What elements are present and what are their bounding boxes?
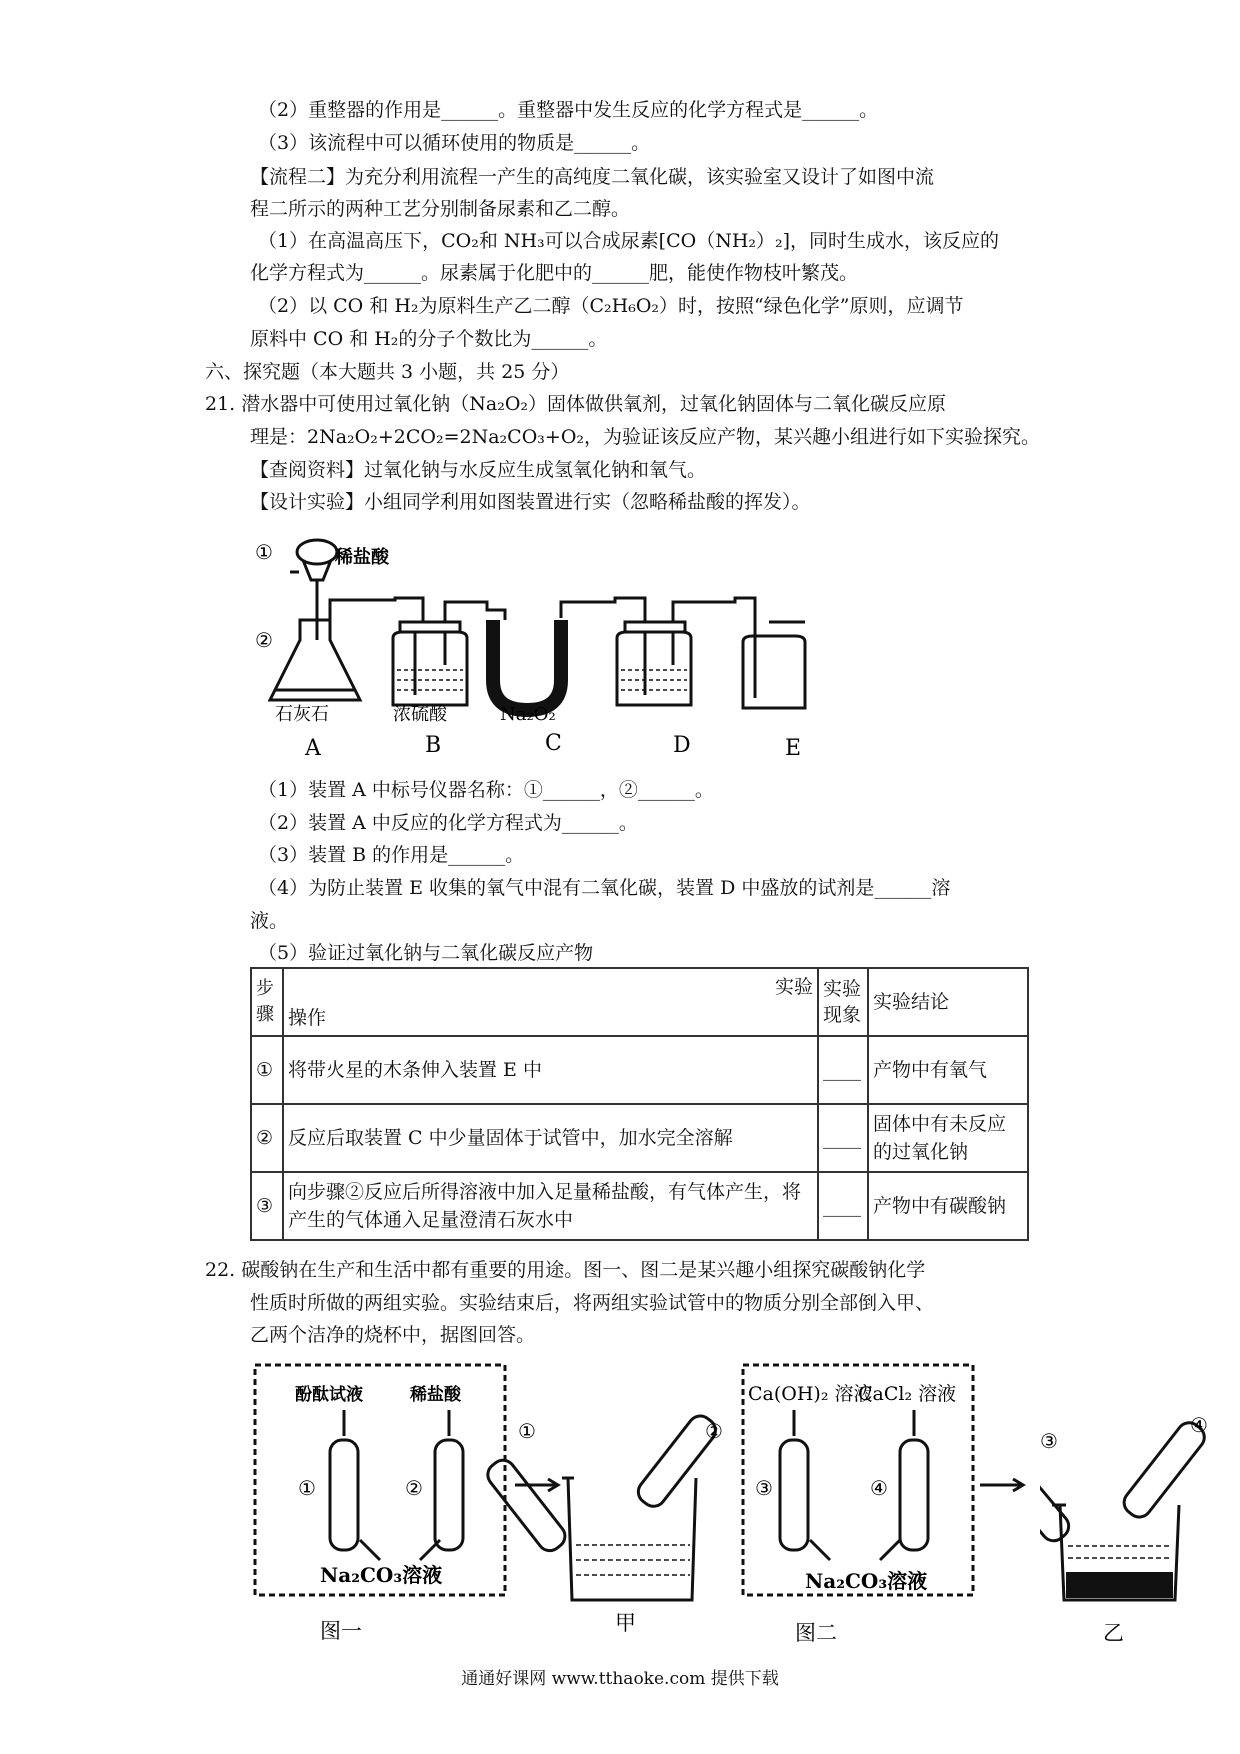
- fig1-bottom-label: Na₂CO₃溶液: [320, 1563, 443, 1587]
- tube-num-2: ②: [405, 1476, 423, 1500]
- caption-jia: 甲: [615, 1611, 636, 1635]
- text-line: 【查阅资料】过氧化钠与水反应生成氢氧化钠和氧气。: [250, 459, 707, 481]
- beaker-figures: [250, 1360, 1050, 1645]
- text-line: （2）装置 A 中反应的化学方程式为______。: [258, 812, 638, 834]
- text-line: （5）验证过氧化钠与二氧化碳反应产物: [258, 942, 594, 964]
- label-B: 浓硫酸: [393, 704, 447, 725]
- table-row: [251, 1036, 1028, 1104]
- marker-1: ①: [255, 540, 273, 564]
- reagent-cacl2: CaCl₂ 溶液: [858, 1383, 957, 1405]
- section-heading: 六、探究题（本大题共 3 小题，共 25 分）: [205, 361, 570, 383]
- row-step: ②: [251, 1104, 283, 1172]
- label-C: Na₂O₂: [500, 704, 556, 725]
- reagent-label: 稀盐酸: [335, 547, 389, 568]
- text-line: （1）在高温高压下，CO₂和 NH₃可以合成尿素[CO（NH₂）₂]，同时生成水，该反应的: [258, 230, 1000, 252]
- text-line: 【流程二】为充分利用流程一产生的高纯度二氧化碳，该实验室又设计了如图中流: [250, 166, 935, 188]
- text-line: （3）该流程中可以循环使用的物质是______。: [258, 132, 651, 154]
- header-operation-label: 操作: [288, 1007, 327, 1029]
- row-phenomenon: ____: [818, 1104, 868, 1172]
- question-21: 21. 潜水器中可使用过氧化钠（Na₂O₂）固体做供氧剂，过氧化钠固体与二氧化碳反应原: [205, 393, 947, 415]
- text-line: 性质时所做的两组实验。实验结束后，将两组实验试管中的物质分别全部倒入甲、: [250, 1292, 935, 1314]
- text-line: 程二所示的两种工艺分别制备尿素和乙二醇。: [250, 198, 631, 220]
- letter-E: E: [785, 736, 802, 760]
- text-line: （1）装置 A 中标号仪器名称：①______，②______。: [258, 779, 714, 801]
- row-conclusion: 固体中有未反应的过氧化钠: [868, 1104, 1028, 1172]
- beaker2-tube-num-4: ④: [1190, 1413, 1208, 1437]
- row-step: ①: [251, 1036, 283, 1104]
- tube-num-3: ③: [755, 1476, 773, 1500]
- row-phenomenon: ____: [818, 1036, 868, 1104]
- reagent-caoh2: Ca(OH)₂ 溶液: [748, 1383, 873, 1405]
- caption-fig2: 图二: [795, 1621, 837, 1645]
- marker-2: ②: [255, 628, 273, 652]
- caption-yi: 乙: [1103, 1621, 1124, 1645]
- row-phenomenon: ____: [818, 1172, 868, 1240]
- row-conclusion: 产物中有碳酸钠: [868, 1172, 1028, 1240]
- question-22: 22. 碳酸钠在生产和生活中都有重要的用途。图一、图二是某兴趣小组探究碳酸钠化学: [205, 1259, 926, 1281]
- tube-num-1: ①: [298, 1476, 316, 1500]
- beaker1-tube-num-2: ②: [705, 1419, 723, 1443]
- row-operation: 将带火星的木条伸入装置 E 中: [283, 1036, 818, 1104]
- row-step: ③: [251, 1172, 283, 1240]
- reagent-phenolphthalein: 酚酞试液: [295, 1385, 363, 1405]
- header-operation: [283, 968, 818, 1036]
- letter-D: D: [673, 733, 691, 758]
- beaker-yi: [1040, 1360, 1220, 1645]
- header-step: 步骤: [251, 968, 283, 1036]
- row-operation: 向步骤②反应后所得溶液中加入足量稀盐酸，有气体产生，将产生的气体通入足量澄清石灰水中: [283, 1172, 818, 1240]
- apparatus-diagram: [255, 530, 855, 760]
- text-line: 原料中 CO 和 H₂的分子个数比为______。: [250, 328, 608, 350]
- tube-num-4: ④: [870, 1476, 888, 1500]
- beaker2-tube-num-3: ③: [1040, 1429, 1058, 1453]
- table-row: [251, 1104, 1028, 1172]
- table-header-row: [251, 968, 1028, 1036]
- letter-B: B: [425, 733, 442, 758]
- text-line: 理是：2Na₂O₂+2CO₂=2Na₂CO₃+O₂，为验证该反应产物，某兴趣小组进行如下实验探究。: [250, 426, 1041, 448]
- row-operation: 反应后取装置 C 中少量固体于试管中，加水完全溶解: [283, 1104, 818, 1172]
- reagent-hcl: 稀盐酸: [410, 1385, 461, 1405]
- text-line: （3）装置 B 的作用是______。: [258, 844, 525, 866]
- caption-fig1: 图一: [320, 1619, 362, 1643]
- header-conclusion: 实验结论: [868, 968, 1028, 1036]
- letter-A: A: [305, 736, 321, 760]
- label-A: 石灰石: [275, 704, 329, 725]
- text-line: 【设计实验】小组同学利用如图装置进行实（忽略稀盐酸的挥发）。: [250, 491, 811, 513]
- header-operation-suffix: 实验: [774, 976, 813, 998]
- text-line: （2）以 CO 和 H₂为原料生产乙二醇（C₂H₆O₂）时，按照“绿色化学”原则，应调节: [258, 295, 964, 317]
- text-line: （2）重整器的作用是______。重整器中发生反应的化学方程式是______。: [258, 99, 879, 121]
- footer-watermark: 通通好课网 www.tthaoke.com 提供下载: [461, 1669, 779, 1689]
- experiment-table: [250, 967, 1029, 1241]
- text-line: 化学方程式为______。尿素属于化肥中的______肥，能使作物枝叶繁茂。: [250, 262, 859, 284]
- table-row: [251, 1172, 1028, 1240]
- text-line: 液。: [250, 910, 289, 932]
- beaker1-tube-num-1: ①: [518, 1419, 536, 1443]
- fig2-bottom-label: Na₂CO₃溶液: [805, 1569, 928, 1593]
- text-line: （4）为防止装置 E 收集的氧气中混有二氧化碳，装置 D 中盛放的试剂是______溶: [258, 877, 951, 899]
- text-line: 乙两个洁净的烧杯中，据图回答。: [250, 1324, 536, 1346]
- row-conclusion: 产物中有氧气: [868, 1036, 1028, 1104]
- header-phenomenon: 实验现象: [818, 968, 868, 1036]
- letter-C: C: [545, 731, 562, 756]
